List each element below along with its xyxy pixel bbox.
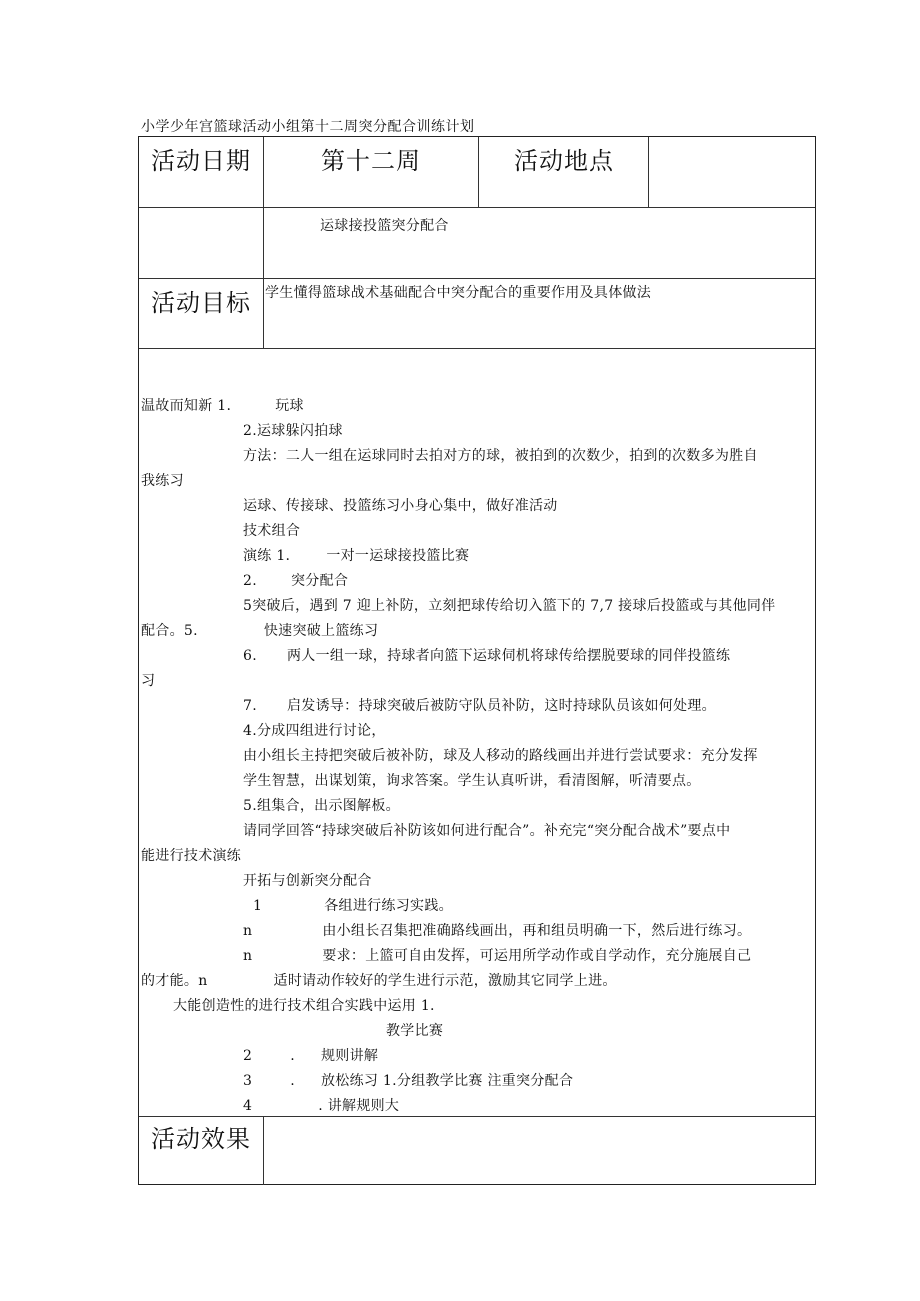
- line-part: 演练 1.: [243, 548, 291, 564]
- process-line: [243, 570, 348, 590]
- process-line: [243, 695, 716, 715]
- content-topic: 运球接投篮突分配合: [320, 218, 449, 234]
- process-line: 开拓与创新突分配合: [243, 873, 372, 889]
- row-divider: [139, 207, 815, 208]
- line-part: 放松练习 1.分组教学比赛 注重突分配合: [320, 1073, 574, 1089]
- process-line: 习: [141, 673, 156, 689]
- process-line: 运球、传接球、投篮练习小身心集中，做好准活动: [243, 498, 558, 514]
- process-line: [243, 945, 751, 965]
- line-part: 4: [243, 1098, 253, 1114]
- goal-text: 学生懂得篮球战术基础配合中突分配合的重要作用及具体做法: [265, 285, 652, 301]
- process-line: 5.组集合，出示图解板。: [243, 798, 400, 814]
- process-line: [243, 1070, 573, 1090]
- process-line: 方法：二人一组在运球同时去拍对方的球，被拍到的次数少，拍到的次数多为胜自: [243, 448, 758, 464]
- process-line: 能进行技术演练: [141, 848, 242, 864]
- process-line: 我练习: [141, 473, 184, 489]
- row-divider: [139, 1116, 815, 1117]
- process-line: [253, 895, 453, 915]
- line-part: 两人一组一球，持球者向篮下运球伺机将球传给摆脱要球的同伴投篮练: [286, 648, 731, 664]
- line-part: 一对一运球接投篮比赛: [326, 548, 470, 564]
- date-label: 活动日期: [151, 147, 251, 175]
- process-line: 大能创造性的进行技术组合实践中运用 1.: [173, 998, 435, 1014]
- line-part: 1: [253, 898, 263, 914]
- line-part: 突分配合: [290, 573, 349, 589]
- date-value: 第十二周: [321, 147, 421, 175]
- line-part: 由小组长召集把准确路线画出，再和组员明确一下，然后进行练习。: [322, 923, 752, 939]
- process-line: 5突破后，遇到 7 迎上补防，立刻把球传给切入篮下的 7,7 接球后投篮或与其他同伴: [243, 598, 776, 614]
- line-part: n: [243, 948, 253, 964]
- line-part: 要求：上篮可自由发挥，可运用所学动作或自学动作，充分施展自己: [322, 948, 752, 964]
- line-part: 3: [243, 1073, 253, 1089]
- process-line: 请同学回答“持球突破后补防该如何进行配合”。补充完“突分配合战术”要点中: [243, 823, 731, 839]
- process-line: [243, 1045, 378, 1065]
- process-line: [141, 395, 304, 415]
- process-line: [141, 970, 617, 990]
- line-part: 的才能。n: [141, 973, 208, 989]
- document-title: 小学少年宫篮球活动小组第十二周突分配合训练计划: [141, 119, 475, 135]
- line-part: 2: [243, 1048, 253, 1064]
- column-divider: [648, 137, 649, 207]
- line-part: .: [290, 1048, 295, 1064]
- process-line: [243, 645, 730, 665]
- column-divider: [263, 1116, 264, 1185]
- column-divider: [263, 137, 264, 348]
- line-part: 启发诱导：持球突破后被防守队员补防，这时持球队员该如何处理。: [286, 698, 716, 714]
- place-label: 活动地点: [514, 147, 614, 175]
- column-divider: [478, 137, 479, 207]
- line-part: . 讲解规则大: [318, 1098, 400, 1114]
- line-part: 各组进行练习实践。: [324, 898, 453, 914]
- process-line: [243, 545, 469, 565]
- line-part: 规则讲解: [320, 1048, 379, 1064]
- process-line: 由小组长主持把突破后被补防，球及人移动的路线画出并进行尝试要求：充分发挥: [243, 748, 758, 764]
- line-part: .: [290, 1073, 295, 1089]
- process-line: 2.运球躲闪拍球: [243, 423, 343, 439]
- effect-label: 活动效果: [151, 1125, 251, 1153]
- line-part: 配合。5.: [141, 623, 198, 639]
- line-part: 2.: [243, 573, 257, 589]
- row-divider: [139, 278, 815, 279]
- goal-label: 活动目标: [151, 289, 251, 317]
- process-line: [243, 920, 751, 940]
- line-part: 适时请动作较好的学生进行示范，激励其它同学上进。: [273, 973, 617, 989]
- process-line: 4.分成四组进行讨论，: [243, 723, 386, 739]
- process-line: [141, 620, 378, 640]
- process-line: 教学比赛: [386, 1023, 444, 1039]
- process-line: 技术组合: [243, 523, 301, 539]
- line-part: 温故而知新 1.: [141, 398, 232, 414]
- process-line: [243, 1095, 399, 1115]
- line-part: 7.: [243, 698, 257, 714]
- activity-plan-table: [138, 136, 816, 1185]
- row-divider: [139, 348, 815, 349]
- line-part: 6.: [243, 648, 257, 664]
- line-part: 快速突破上篮练习: [263, 623, 379, 639]
- line-part: 玩球: [275, 398, 304, 414]
- line-part: n: [243, 923, 253, 939]
- process-line: 学生智慧，出谋划策，询求答案。学生认真听讲，看清图解，听清要点。: [243, 773, 701, 789]
